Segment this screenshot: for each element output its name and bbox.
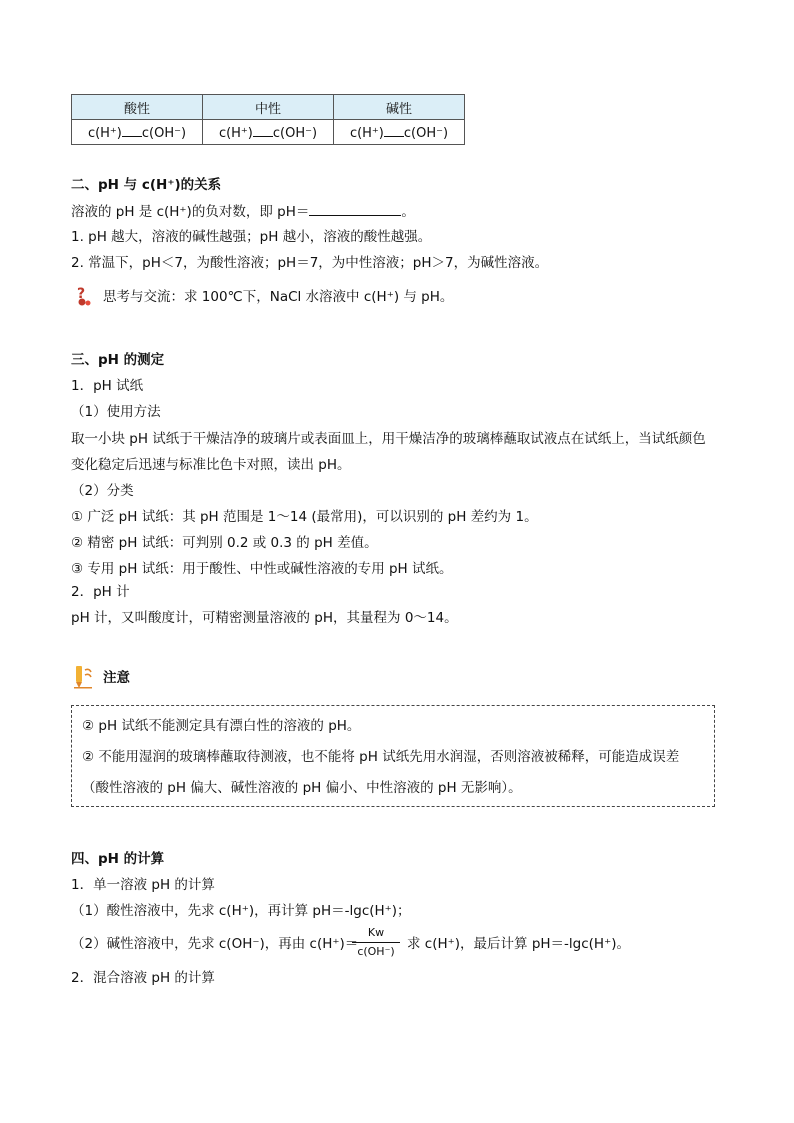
- single-solution-heading: 1．单一溶液 pH 的计算: [71, 877, 215, 893]
- svg-text:?: ?: [77, 286, 86, 302]
- section4-title: 四、pH 的计算: [71, 851, 165, 867]
- cell-acidic: c(H⁺) c(OH⁻): [72, 120, 203, 145]
- ph-definition: 溶液的 pH 是 c(H⁺)的负对数，即 pH＝ 。: [71, 201, 415, 222]
- fraction-numerator: Kw: [367, 926, 385, 939]
- usage-method-line2: 变化稳定后迅速与标准比色卡对照，读出 pH。: [71, 457, 351, 473]
- ph-point-1: 1. pH 越大，溶液的碱性越强；pH 越小，溶液的酸性越强。: [71, 229, 432, 245]
- ph-paper-heading: 1．pH 试纸: [71, 378, 144, 394]
- question-icon: [74, 285, 94, 307]
- basic-calc-prefix: （2）碱性溶液中，先求 c(OH⁻)，再由 c(H⁺)＝: [71, 936, 359, 952]
- note-item-2-cont: （酸性溶液的 pH 偏大、碱性溶液的 pH 偏小、中性溶液的 pH 无影响）。: [82, 780, 522, 796]
- class-item-2: ② 精密 pH 试纸：可判别 0.2 或 0.3 的 pH 差值。: [71, 535, 378, 551]
- note-label: 注意: [103, 670, 130, 686]
- kw-fraction: [352, 926, 400, 959]
- section2-title: 二、pH 与 c(H⁺)的关系: [71, 177, 222, 193]
- mixed-solution-heading: 2．混合溶液 pH 的计算: [71, 970, 215, 986]
- note-item-1: ② pH 试纸不能测定具有漂白性的溶液的 pH。: [82, 718, 361, 734]
- classification-heading: （2）分类: [71, 483, 134, 499]
- cell-neutral: c(H⁺) c(OH⁻): [203, 120, 334, 145]
- section3-title: 三、pH 的测定: [71, 352, 165, 368]
- pencil-note-icon: [73, 664, 95, 690]
- acidity-table: [71, 94, 465, 145]
- usage-method-line1: 取一小块 pH 试纸于干燥洁净的玻璃片或表面皿上，用干燥洁净的玻璃棒蘸取试液点在试纸上，当试纸颜色: [71, 431, 706, 447]
- header-neutral: 中性: [203, 95, 334, 120]
- usage-heading: （1）使用方法: [71, 404, 161, 420]
- fraction-denominator: c(OH⁻): [357, 945, 395, 958]
- acidic-calc: （1）酸性溶液中，先求 c(H⁺)，再计算 pH＝-lgc(H⁺)；: [71, 903, 411, 919]
- cell-basic: c(H⁺) c(OH⁻): [334, 120, 465, 145]
- header-basic: 碱性: [334, 95, 465, 120]
- header-acidic: 酸性: [72, 95, 203, 120]
- ph-meter-heading: 2．pH 计: [71, 584, 130, 600]
- class-item-3: ③ 专用 pH 试纸：用于酸性、中性或碱性溶液的专用 pH 试纸。: [71, 561, 453, 577]
- class-item-1: ① 广泛 pH 试纸：其 pH 范围是 1～14 (最常用)，可以识别的 pH 差约为 1。: [71, 509, 538, 525]
- think-and-discuss: 思考与交流：求 100℃下，NaCl 水溶液中 c(H⁺) 与 pH。: [103, 289, 454, 305]
- ph-meter-desc: pH 计，又叫酸度计，可精密测量溶液的 pH，其量程为 0～14。: [71, 610, 458, 626]
- basic-calc-suffix: 求 c(H⁺)，最后计算 pH＝-lgc(H⁺)。: [407, 936, 630, 952]
- note-box: [71, 705, 715, 807]
- note-item-2: ② 不能用湿润的玻璃棒蘸取待测液，也不能将 pH 试纸先用水润湿，否则溶液被稀释，可能造成误差: [82, 749, 680, 765]
- ph-point-2: 2. 常温下，pH＜7，为酸性溶液；pH＝7，为中性溶液；pH＞7，为碱性溶液。: [71, 255, 549, 271]
